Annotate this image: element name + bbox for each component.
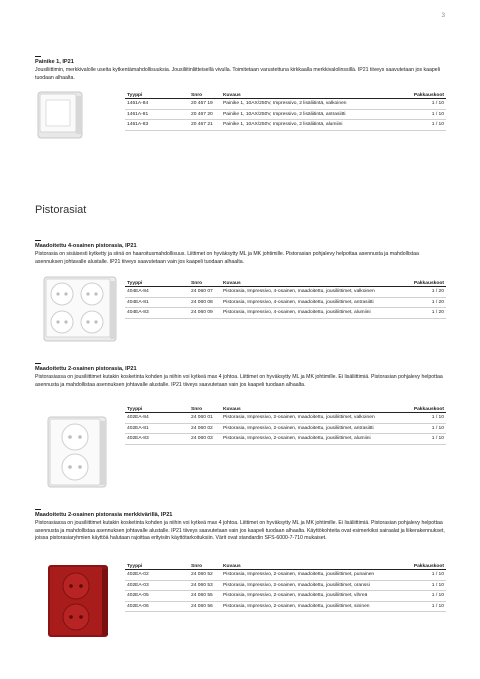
col-header: Pakkauskoot (404, 280, 446, 287)
section-merkkivari (35, 509, 445, 542)
section-title: Painike 1, IP21 (35, 59, 74, 66)
table-row (125, 591, 446, 602)
section-marker (35, 56, 41, 57)
table-row (125, 570, 446, 581)
section-description: Pistorasiassa on jousiliittimet kutakin kosketinta kohden ja niihin voi kytkeä max 4 johtoa. Liittimet on hyväksytty ML ja MK johtimille. Ei lisäliittimiä. Pistorasian pohjalevy helpottaa asennusta ja mahdollistaa asennuksen johtavalle alustalle. IP21 tiiveys saavutetaan vain jos kaapeli tuodaan alhaalta. (35, 374, 443, 388)
cell-type: 402EA-84 (125, 413, 189, 424)
cell-desc: Painike 1, 10AX/250V, Impressivo, 2 lisäliitintä, valkoinen (221, 99, 404, 110)
section-title: Maadoitettu 2-osainen pistorasia merkkivärillä, IP21 (35, 512, 173, 519)
cell-desc: Pistorasia, Impressivo, 4-osainen, maadoitettu, jousiliittimet, alumiini (221, 308, 404, 319)
cell-snro: 20 467 20 (189, 109, 221, 120)
cell-type: 402EA-81 (125, 423, 189, 434)
cell-type: 1461A-84 (125, 99, 189, 110)
cell-pack: 1 / 10 (404, 109, 446, 120)
section-4-osainen (35, 240, 445, 266)
cell-pack: 1 / 10 (404, 423, 446, 434)
table-row (125, 287, 446, 298)
section-marker (35, 363, 41, 364)
table-row (125, 99, 446, 110)
table-row (125, 601, 446, 612)
cell-type: 402EA-83 (125, 434, 189, 445)
cell-type: 1461A-83 (125, 120, 189, 131)
cell-type: 402EA-03 (125, 580, 189, 591)
socket-red-photo (46, 563, 112, 646)
table-row (125, 413, 446, 424)
cell-type: 402EA-05 (125, 591, 189, 602)
cell-snro: 24 060 53 (189, 580, 221, 591)
switch-photo (36, 90, 84, 145)
cell-desc: Painike 1, 10AX/250V, Impressivo, 2 lisäliitintä, alumiini (221, 120, 404, 131)
cell-desc: Pistorasia, Impressivo, 2-osainen, maadoitettu, jousiliittimet, sininen (221, 601, 404, 612)
section-description: Pistorasia on sisäisesti kytketty ja siinä on haaroitusmahdollisuus. Liittimet on hyväksytty ML ja MK johtimille. Pistorasian pohjalevy helpottaa asennusta ja mahdollistaa asennuksen johtavalle alustalle. IP21 tiiveys saavutetaan vain jos kaapeli tuodaan alhaalta. (35, 251, 419, 265)
cell-pack: 1 / 10 (404, 601, 446, 612)
col-header: Snro (189, 92, 221, 99)
cell-pack: 1 / 10 (404, 580, 446, 591)
table-row (125, 109, 446, 120)
col-header: Snro (189, 406, 221, 413)
table-row (125, 308, 446, 319)
col-header: Kuvaus (221, 280, 404, 287)
section-painike (35, 56, 445, 82)
cell-snro: 24 060 02 (189, 423, 221, 434)
cell-pack: 1 / 10 (404, 99, 446, 110)
cell-pack: 1 / 10 (404, 120, 446, 131)
cell-desc: Painike 1, 10AX/250V, Impressivo, 2 lisäliitintä, antrasiitti (221, 109, 404, 120)
cell-snro: 24 060 52 (189, 570, 221, 581)
cell-desc: Pistorasia, Impressivo, 2-osainen, maadoitettu, jousiliittimet, valkoinen (221, 413, 404, 424)
cell-desc: Pistorasia, Impressivo, 4-osainen, maadoitettu, jousiliittimet, valkoinen (221, 287, 404, 298)
cell-desc: Pistorasia, Impressivo, 2-osainen, maadoitettu, jousiliittimet, punainen (221, 570, 404, 581)
cell-type: 402EA-06 (125, 601, 189, 612)
col-header: Tyyppi (125, 92, 189, 99)
table-2-osainen (125, 406, 446, 445)
heading-pistorasiat: Pistorasiat (35, 204, 87, 216)
table-row (125, 423, 446, 434)
section-marker (35, 240, 41, 241)
section-title: Maadoitettu 4-osainen pistorasia, IP21 (35, 243, 137, 250)
section-description: Pistorasiassa on jousiliittimet kutakin kosketinta kohden ja niihin voi kytkeä max 4 johtoa. Liittimet on hyväksytty ML ja MK johtimille. Ei lisäliittimiä. Pistorasian pohjalevy helpottaa asennusta ja mahdollistaa asennuksen johtavalle alustalle. IP21 tiiveys saavutetaan vain jos kaapeli tuodaan alhaalta. Käyttökohteita ovat esimerkiksi sairaalat ja liikerakennukset, joissa pistorasiaryhmien käyttöä halutaan rajoittaa erityisiin käyttötarkoituksiin. Värit ovat standardin SFS-6000-7-710 mukaiset. (35, 520, 445, 541)
cell-desc: Pistorasia, Impressivo, 4-osainen, maadoitettu, jousiliittimet, antrasiitti (221, 297, 404, 308)
cell-desc: Pistorasia, Impressivo, 2-osainen, maadoitettu, jousiliittimet, antrasiitti (221, 423, 404, 434)
cell-snro: 24 060 07 (189, 287, 221, 298)
section-description: Jousiliittimin, merkkivalolle useita kytkentämahdollisuuksia. Jousiliitinliitteisellä vivulla. Toimitetaan varustettuna kirkkaalla merkkivalolinssillä. IP21 tiiveys saavutetaan jos kaapeli tuodaan alhaalta. (35, 67, 440, 81)
col-header: Kuvaus (221, 406, 404, 413)
socket-2-photo (46, 415, 110, 496)
cell-pack: 1 / 20 (404, 297, 446, 308)
table-painike (125, 92, 446, 131)
cell-desc: Pistorasia, Impressivo, 2-osainen, maadoitettu, jousiliittimet, alumiini (221, 434, 404, 445)
cell-type: 402EA-02 (125, 570, 189, 581)
cell-pack: 1 / 20 (404, 287, 446, 298)
cell-desc: Pistorasia, Impressivo, 2-osainen, maadoitettu, jousiliittimet, oranssi (221, 580, 404, 591)
cell-pack: 1 / 10 (404, 591, 446, 602)
cell-type: 404EA-83 (125, 308, 189, 319)
cell-pack: 1 / 10 (404, 413, 446, 424)
cell-snro: 24 060 08 (189, 297, 221, 308)
cell-snro: 20 467 19 (189, 99, 221, 110)
table-4-osainen (125, 280, 446, 319)
page-number: 3 (441, 13, 445, 19)
col-header: Kuvaus (221, 92, 404, 99)
cell-pack: 1 / 10 (404, 434, 446, 445)
col-header: Tyyppi (125, 280, 189, 287)
cell-snro: 20 467 21 (189, 120, 221, 131)
cell-snro: 24 060 01 (189, 413, 221, 424)
table-row (125, 434, 446, 445)
table-row (125, 120, 446, 131)
col-header: Kuvaus (221, 563, 404, 570)
cell-type: 404EA-81 (125, 297, 189, 308)
cell-snro: 24 060 56 (189, 601, 221, 612)
cell-snro: 24 060 55 (189, 591, 221, 602)
socket-4-photo (42, 275, 120, 350)
cell-pack: 1 / 10 (404, 570, 446, 581)
col-header: Pakkauskoot (404, 406, 446, 413)
cell-type: 404EA-84 (125, 287, 189, 298)
section-marker (35, 509, 41, 510)
cell-pack: 1 / 20 (404, 308, 446, 319)
col-header: Snro (189, 280, 221, 287)
section-title: Maadoitettu 2-osainen pistorasia, IP21 (35, 366, 137, 373)
col-header: Pakkauskoot (404, 92, 446, 99)
section-2-osainen (35, 363, 445, 389)
cell-desc: Pistorasia, Impressivo, 2-osainen, maadoitettu, jousiliittimet, vihreä (221, 591, 404, 602)
col-header: Snro (189, 563, 221, 570)
col-header: Tyyppi (125, 406, 189, 413)
table-merkkivari (125, 563, 446, 612)
table-row (125, 580, 446, 591)
col-header: Pakkauskoot (404, 563, 446, 570)
table-row (125, 297, 446, 308)
col-header: Tyyppi (125, 563, 189, 570)
cell-type: 1461A-81 (125, 109, 189, 120)
cell-snro: 24 060 03 (189, 434, 221, 445)
cell-snro: 24 060 09 (189, 308, 221, 319)
